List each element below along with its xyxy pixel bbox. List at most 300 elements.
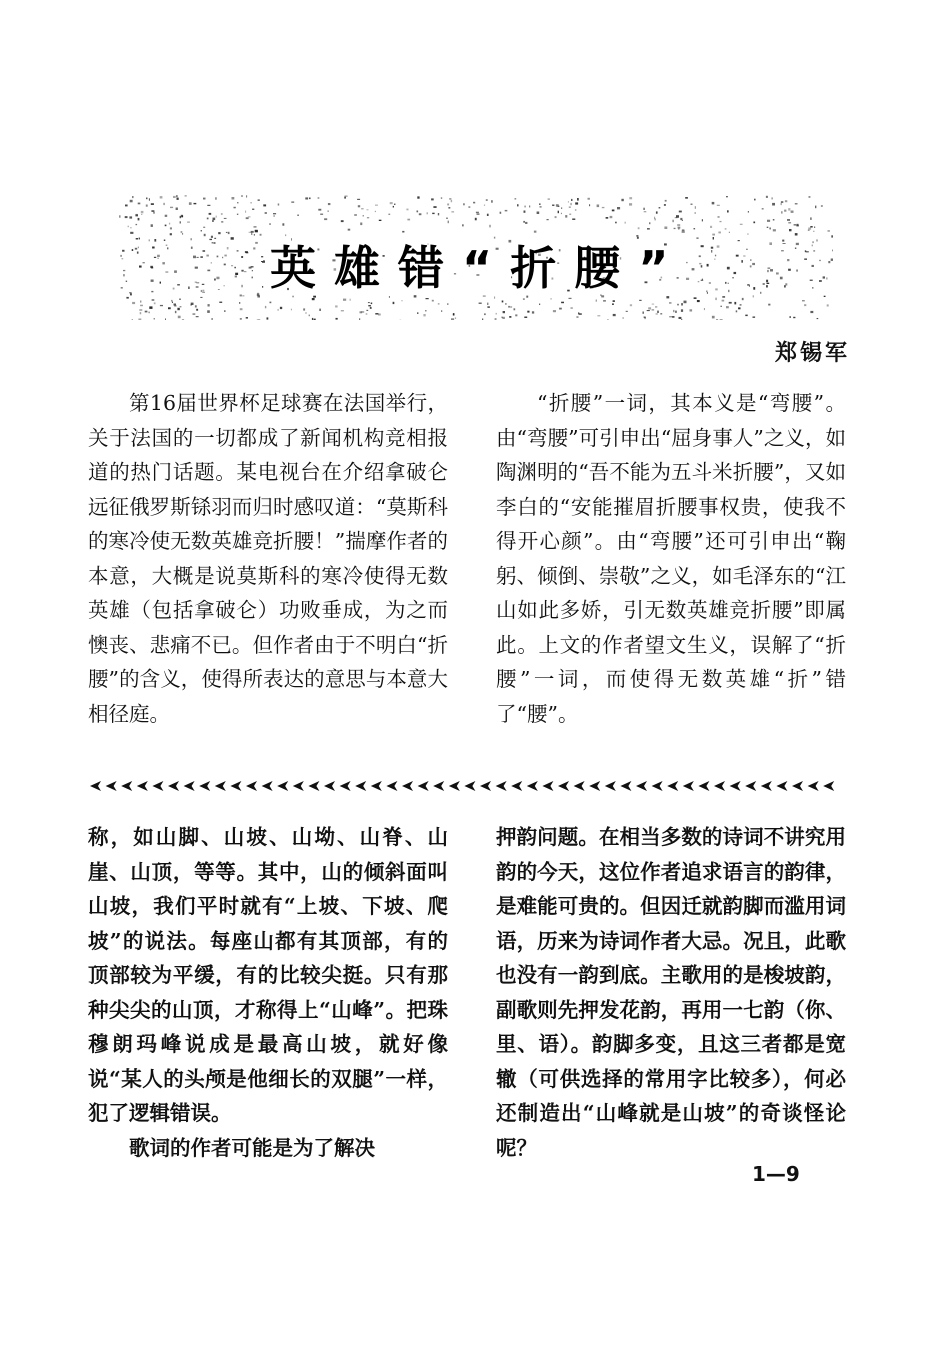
halftone-dot bbox=[767, 220, 770, 222]
halftone-dot bbox=[173, 196, 176, 198]
halftone-dot bbox=[214, 238, 216, 239]
halftone-dot bbox=[426, 298, 429, 299]
halftone-dot bbox=[569, 206, 571, 208]
halftone-dot bbox=[725, 228, 727, 229]
halftone-dot bbox=[191, 238, 192, 240]
halftone-dot bbox=[140, 301, 141, 303]
halftone-dot bbox=[652, 304, 654, 305]
halftone-dot bbox=[202, 292, 205, 293]
halftone-dot bbox=[738, 240, 740, 241]
halftone-dot bbox=[673, 310, 674, 312]
halftone-dot bbox=[523, 298, 525, 299]
halftone-dot bbox=[417, 196, 419, 198]
halftone-dot bbox=[729, 232, 730, 233]
halftone-dot bbox=[297, 215, 299, 217]
halftone-dot bbox=[660, 313, 662, 314]
halftone-dot bbox=[451, 200, 452, 202]
halftone-dot bbox=[350, 299, 351, 301]
halftone-dot bbox=[760, 292, 761, 294]
halftone-dot bbox=[145, 311, 148, 313]
halftone-dot bbox=[257, 293, 259, 295]
halftone-dot bbox=[824, 296, 826, 297]
halftone-dot bbox=[817, 318, 819, 319]
halftone-dot bbox=[312, 318, 313, 320]
halftone-dot bbox=[252, 277, 254, 279]
halftone-dot bbox=[180, 306, 182, 307]
halftone-dot bbox=[240, 318, 242, 319]
halftone-dot bbox=[224, 264, 226, 266]
halftone-dot bbox=[571, 307, 573, 309]
halftone-dot bbox=[360, 223, 362, 226]
halftone-dot bbox=[794, 224, 797, 225]
halftone-dot bbox=[251, 233, 252, 235]
halftone-dot bbox=[132, 249, 134, 251]
halftone-dot bbox=[750, 259, 751, 261]
halftone-dot bbox=[827, 304, 829, 306]
halftone-dot bbox=[197, 257, 199, 258]
author-name: 郑锡军 bbox=[774, 340, 850, 366]
arrow-ornament bbox=[121, 781, 132, 791]
halftone-dot bbox=[613, 300, 615, 302]
halftone-dot bbox=[812, 245, 813, 247]
halftone-dot bbox=[216, 216, 217, 218]
halftone-dot bbox=[305, 197, 308, 199]
halftone-dot bbox=[547, 219, 549, 220]
halftone-dot bbox=[615, 222, 617, 224]
halftone-dot bbox=[453, 313, 455, 315]
halftone-dot bbox=[769, 228, 771, 230]
halftone-dot bbox=[125, 216, 128, 218]
halftone-dot bbox=[151, 224, 153, 227]
halftone-dot bbox=[769, 242, 772, 245]
halftone-dot bbox=[781, 203, 782, 205]
halftone-dot bbox=[448, 207, 450, 209]
halftone-dot bbox=[196, 316, 199, 317]
halftone-dot bbox=[532, 311, 534, 313]
halftone-dot bbox=[136, 224, 138, 225]
arrow-ornament bbox=[168, 781, 179, 791]
halftone-dot bbox=[696, 238, 698, 239]
arrow-ornament-row bbox=[88, 779, 840, 793]
halftone-dot bbox=[200, 297, 202, 298]
halftone-dot bbox=[572, 219, 575, 220]
halftone-dot bbox=[196, 309, 198, 311]
halftone-dot bbox=[740, 304, 742, 305]
halftone-dot bbox=[138, 218, 140, 221]
halftone-dot bbox=[715, 298, 716, 301]
halftone-dot bbox=[819, 280, 822, 282]
halftone-dot bbox=[172, 302, 173, 303]
halftone-dot bbox=[141, 211, 144, 213]
halftone-dot bbox=[375, 313, 378, 314]
halftone-dot bbox=[482, 319, 483, 321]
halftone-dot bbox=[823, 276, 825, 278]
halftone-dot bbox=[431, 198, 434, 200]
halftone-dot bbox=[787, 259, 789, 261]
halftone-dot bbox=[701, 280, 704, 281]
halftone-dot bbox=[406, 209, 408, 211]
halftone-dot bbox=[644, 211, 647, 212]
halftone-dot bbox=[250, 202, 251, 203]
halftone-dot bbox=[718, 216, 720, 218]
halftone-dot bbox=[571, 199, 572, 201]
halftone-dot bbox=[781, 211, 783, 213]
halftone-dot bbox=[151, 203, 154, 205]
halftone-dot bbox=[809, 196, 811, 198]
halftone-dot bbox=[674, 228, 676, 229]
halftone-dot bbox=[804, 304, 806, 306]
halftone-dot bbox=[612, 303, 614, 305]
halftone-dot bbox=[537, 212, 540, 215]
halftone-dot bbox=[367, 217, 369, 218]
halftone-dot bbox=[194, 203, 197, 204]
halftone-dot bbox=[788, 222, 791, 223]
halftone-dot bbox=[165, 319, 166, 320]
arrow-ornament bbox=[371, 781, 382, 791]
halftone-dot bbox=[375, 211, 376, 212]
halftone-dot bbox=[649, 222, 650, 224]
halftone-dot bbox=[490, 225, 491, 228]
halftone-dot bbox=[810, 217, 812, 220]
halftone-dot bbox=[766, 196, 768, 198]
arrow-ornament bbox=[605, 781, 616, 791]
halftone-dot bbox=[784, 285, 786, 287]
halftone-dot bbox=[170, 227, 172, 229]
halftone-dot bbox=[407, 219, 410, 221]
arrow-ornament bbox=[152, 781, 163, 791]
arrow-ornament bbox=[683, 781, 694, 791]
halftone-dot bbox=[496, 313, 497, 315]
halftone-dot bbox=[239, 302, 240, 303]
halftone-dot bbox=[140, 312, 142, 314]
halftone-dot bbox=[335, 305, 338, 307]
halftone-dot bbox=[203, 227, 205, 228]
halftone-dot bbox=[717, 205, 720, 206]
halftone-dot bbox=[157, 255, 160, 257]
halftone-dot bbox=[244, 271, 246, 272]
halftone-dot bbox=[690, 309, 693, 311]
halftone-dot bbox=[733, 277, 734, 278]
halftone-dot bbox=[602, 207, 605, 208]
halftone-dot bbox=[207, 205, 210, 206]
halftone-dot bbox=[477, 214, 480, 215]
paragraph: 歌词的作者可能是为了解决 bbox=[129, 1135, 375, 1160]
halftone-dot bbox=[617, 207, 620, 209]
arrow-ornament bbox=[620, 781, 631, 791]
halftone-dot bbox=[211, 236, 213, 238]
halftone-dot bbox=[254, 226, 257, 227]
halftone-dot bbox=[747, 284, 749, 285]
halftone-dot bbox=[180, 221, 181, 223]
halftone-dot bbox=[524, 211, 526, 213]
halftone-dot bbox=[201, 290, 203, 292]
halftone-dot bbox=[375, 205, 378, 206]
halftone-dot bbox=[202, 284, 205, 285]
halftone-dot bbox=[314, 319, 316, 320]
halftone-dot bbox=[241, 256, 243, 258]
halftone-dot bbox=[170, 233, 172, 235]
halftone-dot bbox=[606, 217, 609, 219]
halftone-dot bbox=[388, 214, 390, 215]
halftone-dot bbox=[278, 204, 280, 206]
arrow-ornament bbox=[667, 781, 678, 791]
halftone-dot bbox=[821, 205, 823, 207]
halftone-dot bbox=[237, 202, 238, 203]
halftone-dot bbox=[797, 224, 799, 226]
halftone-dot bbox=[132, 302, 135, 304]
halftone-dot bbox=[713, 237, 714, 240]
halftone-dot bbox=[255, 242, 258, 244]
halftone-dot bbox=[828, 261, 830, 263]
halftone-dot bbox=[812, 287, 814, 288]
halftone-dot bbox=[180, 216, 181, 218]
halftone-dot bbox=[781, 250, 784, 251]
halftone-dot bbox=[527, 311, 529, 313]
halftone-dot bbox=[146, 205, 148, 207]
halftone-dot bbox=[468, 207, 470, 208]
halftone-dot bbox=[278, 309, 279, 311]
halftone-dot bbox=[423, 314, 425, 316]
halftone-dot bbox=[130, 232, 133, 234]
halftone-dot bbox=[149, 306, 152, 309]
halftone-dot bbox=[122, 250, 124, 252]
halftone-dot bbox=[176, 208, 178, 211]
halftone-dot bbox=[153, 212, 155, 214]
halftone-dot bbox=[171, 300, 172, 302]
halftone-dot bbox=[363, 215, 364, 217]
halftone-dot bbox=[795, 248, 796, 249]
halftone-dot bbox=[463, 203, 464, 205]
halftone-dot bbox=[269, 224, 271, 225]
halftone-dot bbox=[427, 212, 428, 214]
halftone-dot bbox=[728, 290, 729, 292]
halftone-dot bbox=[788, 208, 790, 211]
halftone-dot bbox=[702, 219, 703, 221]
halftone-dot bbox=[711, 247, 713, 249]
halftone-dot bbox=[728, 283, 729, 284]
top-left-column bbox=[88, 386, 448, 731]
arrow-ornament bbox=[184, 781, 195, 791]
halftone-dot bbox=[720, 221, 722, 222]
halftone-dot bbox=[130, 200, 133, 203]
halftone-dot bbox=[390, 202, 393, 204]
halftone-dot bbox=[449, 198, 451, 200]
halftone-dot bbox=[656, 212, 658, 214]
halftone-dot bbox=[748, 211, 749, 212]
halftone-dot bbox=[644, 317, 646, 318]
halftone-dot bbox=[401, 300, 402, 301]
halftone-dot bbox=[149, 198, 150, 200]
halftone-dot bbox=[123, 270, 125, 271]
halftone-dot bbox=[265, 306, 266, 308]
halftone-dot bbox=[312, 298, 315, 300]
halftone-dot bbox=[814, 227, 815, 228]
halftone-dot bbox=[248, 216, 251, 217]
halftone-dot bbox=[643, 312, 644, 314]
halftone-dot bbox=[722, 300, 725, 302]
halftone-dot bbox=[152, 299, 155, 301]
halftone-dot bbox=[771, 197, 773, 199]
halftone-dot bbox=[706, 291, 707, 293]
halftone-dot bbox=[291, 202, 294, 203]
halftone-dot bbox=[656, 313, 658, 314]
halftone-dot bbox=[196, 286, 199, 287]
halftone-dot bbox=[577, 198, 579, 201]
halftone-dot bbox=[476, 212, 479, 213]
halftone-dot bbox=[717, 245, 720, 247]
halftone-dot bbox=[812, 241, 814, 243]
halftone-dot bbox=[160, 282, 161, 284]
arrow-ornament bbox=[636, 781, 647, 791]
arrow-ornament bbox=[761, 781, 772, 791]
halftone-dot bbox=[810, 311, 813, 313]
halftone-dot bbox=[189, 202, 192, 205]
page-number: 1—9 bbox=[752, 1162, 800, 1186]
halftone-dot bbox=[716, 319, 718, 320]
halftone-dot bbox=[357, 199, 360, 200]
halftone-dot bbox=[140, 305, 143, 307]
halftone-dot bbox=[224, 218, 227, 219]
halftone-dot bbox=[336, 318, 338, 320]
paragraph: 第16届世界杯足球赛在法国举行，关于法国的一切都成了新闻机构竞相报道的热门话题。某电视台在介绍拿破仑远征俄罗斯铩羽而归时感叹道：“莫斯科的寒冷使无数英雄竞折腰！”揣摩作者的本意，大概是说莫斯科的寒冷使得无数英雄（包括拿破仑）功败垂成，为之而懊丧、悲痛不已。但作者由于不明白“折腰”的含义，使得所表达的意思与本意大相径庭。 bbox=[88, 391, 448, 726]
halftone-dot bbox=[753, 317, 756, 318]
halftone-dot bbox=[720, 306, 722, 307]
arrow-ornament bbox=[246, 781, 257, 791]
halftone-dot bbox=[784, 210, 786, 212]
halftone-dot bbox=[831, 235, 833, 237]
halftone-dot bbox=[371, 303, 373, 305]
halftone-dot bbox=[366, 313, 368, 314]
halftone-dot bbox=[556, 204, 559, 207]
halftone-dot bbox=[561, 302, 564, 304]
halftone-dot bbox=[204, 234, 206, 236]
halftone-dot bbox=[160, 305, 163, 306]
halftone-dot bbox=[206, 255, 209, 257]
halftone-dot bbox=[514, 308, 516, 310]
halftone-dot bbox=[510, 306, 512, 308]
halftone-dot bbox=[267, 317, 269, 319]
halftone-dot bbox=[232, 197, 235, 200]
halftone-dot bbox=[588, 198, 590, 200]
halftone-dot bbox=[813, 231, 814, 232]
halftone-dot bbox=[558, 211, 559, 214]
halftone-dot bbox=[223, 285, 225, 286]
halftone-dot bbox=[720, 319, 723, 320]
halftone-dot bbox=[826, 277, 827, 279]
halftone-dot bbox=[158, 258, 159, 259]
halftone-dot bbox=[810, 226, 812, 227]
halftone-dot bbox=[168, 307, 171, 309]
halftone-dot bbox=[553, 310, 556, 312]
halftone-dot bbox=[791, 211, 794, 213]
halftone-dot bbox=[495, 318, 497, 320]
halftone-dot bbox=[767, 227, 769, 228]
halftone-dot bbox=[629, 203, 632, 205]
halftone-dot bbox=[217, 256, 219, 258]
halftone-dot bbox=[174, 304, 177, 306]
halftone-dot bbox=[612, 210, 615, 212]
halftone-dot bbox=[451, 318, 454, 320]
halftone-dot bbox=[207, 218, 209, 220]
article-title: 英雄错“折腰” bbox=[270, 241, 687, 295]
halftone-dot bbox=[639, 300, 641, 301]
halftone-dot bbox=[132, 196, 133, 198]
halftone-dot bbox=[303, 308, 305, 310]
halftone-dot bbox=[328, 211, 329, 212]
halftone-dot bbox=[341, 220, 344, 222]
halftone-dot bbox=[252, 209, 254, 210]
halftone-dot bbox=[273, 213, 276, 214]
halftone-dot bbox=[677, 224, 680, 226]
halftone-dot bbox=[552, 205, 554, 207]
halftone-dot bbox=[529, 206, 530, 208]
arrow-ornament bbox=[106, 781, 117, 791]
halftone-dot bbox=[203, 250, 206, 251]
halftone-dot bbox=[165, 225, 167, 227]
arrow-ornament bbox=[823, 781, 834, 791]
arrow-ornament bbox=[808, 781, 819, 791]
halftone-dot bbox=[179, 299, 181, 301]
halftone-dot bbox=[742, 298, 744, 300]
halftone-dot bbox=[785, 200, 787, 202]
halftone-dot bbox=[629, 197, 632, 199]
halftone-dot bbox=[125, 205, 128, 207]
halftone-dot bbox=[150, 266, 153, 268]
arrow-ornament bbox=[527, 781, 538, 791]
halftone-dot bbox=[768, 304, 770, 306]
halftone-dot bbox=[370, 307, 372, 309]
arrow-ornament bbox=[308, 781, 319, 791]
halftone-dot bbox=[188, 287, 190, 290]
halftone-dot bbox=[715, 288, 718, 290]
halftone-dot bbox=[682, 229, 685, 231]
halftone-dot bbox=[174, 270, 177, 273]
halftone-dot bbox=[575, 209, 577, 210]
halftone-dot bbox=[694, 297, 697, 299]
halftone-dot bbox=[119, 215, 120, 217]
halftone-dot bbox=[734, 272, 737, 274]
halftone-dot bbox=[154, 318, 155, 319]
halftone-dot bbox=[149, 239, 150, 241]
halftone-dot bbox=[195, 267, 198, 269]
halftone-dot bbox=[181, 215, 183, 218]
halftone-dot bbox=[540, 206, 542, 208]
halftone-dot bbox=[664, 227, 667, 230]
arrow-ornament bbox=[340, 781, 351, 791]
halftone-dot bbox=[782, 240, 784, 242]
halftone-dot bbox=[231, 237, 234, 240]
arrow-ornament bbox=[792, 781, 803, 791]
halftone-dot bbox=[753, 287, 755, 290]
halftone-dot bbox=[752, 263, 755, 265]
arrow-ornament bbox=[480, 781, 491, 791]
arrow-ornament bbox=[230, 781, 241, 791]
halftone-dot bbox=[185, 195, 187, 197]
halftone-dot bbox=[214, 279, 216, 281]
arrow-ornament bbox=[90, 781, 101, 791]
halftone-dot bbox=[787, 219, 790, 221]
halftone-dot bbox=[175, 311, 177, 313]
halftone-dot bbox=[679, 211, 682, 213]
halftone-dot bbox=[324, 218, 327, 220]
halftone-dot bbox=[148, 312, 150, 314]
halftone-dot bbox=[167, 247, 168, 249]
halftone-dot bbox=[565, 215, 567, 218]
halftone-dot bbox=[154, 239, 156, 242]
halftone-dot bbox=[254, 234, 255, 235]
halftone-dot bbox=[812, 265, 814, 267]
halftone-dot bbox=[265, 212, 267, 213]
